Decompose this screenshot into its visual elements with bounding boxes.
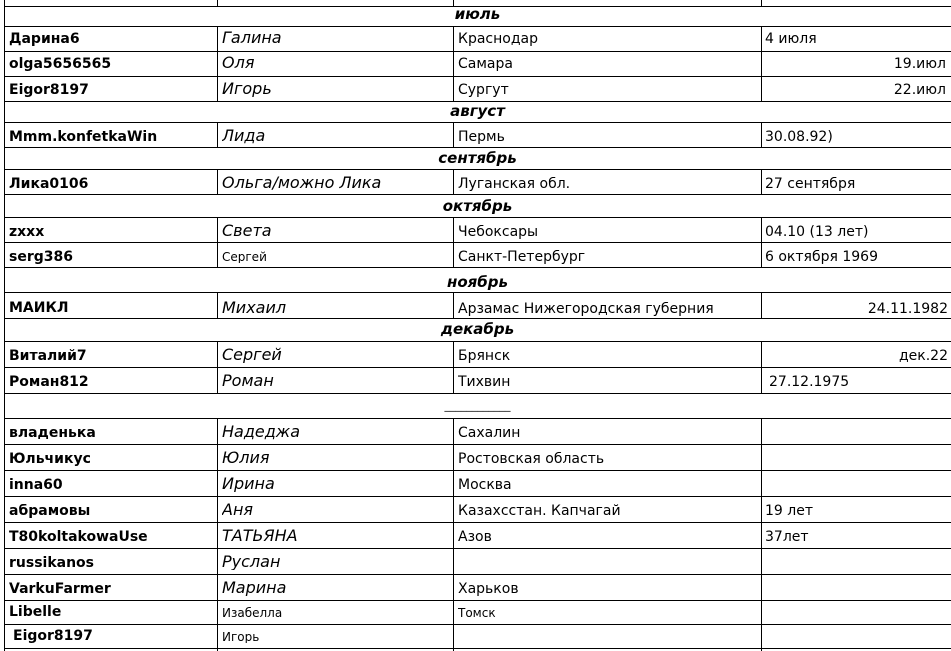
grid-line <box>217 27 218 102</box>
grid-line <box>761 27 762 102</box>
grid-line <box>453 218 454 268</box>
grid-line <box>4 600 951 601</box>
grid-line <box>4 147 951 148</box>
cell-name: Юлия <box>222 450 270 466</box>
cell-name: Роман <box>222 373 274 389</box>
cell-name: Изабелла <box>222 607 283 619</box>
grid-line <box>453 170 454 195</box>
grid-line <box>4 169 951 170</box>
cell-date: 27.12.1975 <box>769 375 850 389</box>
cell-city: Чебоксары <box>458 225 539 239</box>
cell-name: Света <box>222 223 272 239</box>
grid-line <box>4 217 951 218</box>
cell-name: Ольга/можно Лика <box>222 175 382 191</box>
cell-city: Брянск <box>458 349 511 363</box>
grid-line <box>4 194 951 195</box>
grid-line <box>4 367 951 368</box>
separator-line: ____________ <box>444 399 511 412</box>
grid-line <box>4 341 951 342</box>
grid-line <box>453 27 454 102</box>
cell-name: Ирина <box>222 476 275 492</box>
grid-line <box>217 293 218 319</box>
grid-line <box>761 419 762 651</box>
cell-name: Руслан <box>222 554 281 570</box>
cell-nickname: Роман812 <box>9 375 89 389</box>
cell-nickname: МАЙКЛ <box>9 301 69 315</box>
grid-line <box>4 470 951 471</box>
cell-name: ТАТЬЯНА <box>222 528 298 544</box>
cell-city: Азов <box>458 530 492 544</box>
grid-line <box>4 76 951 77</box>
cell-nickname: абрамовы <box>9 504 91 518</box>
cell-name: Сергей <box>222 251 267 263</box>
cell-nickname: VarkuFarmer <box>9 582 111 596</box>
cell-city: Харьков <box>458 582 519 596</box>
cell-date: 4 июля <box>765 32 817 46</box>
grid-line <box>4 444 951 445</box>
cell-city: Луганская обл. <box>458 177 571 191</box>
grid-line <box>4 242 951 243</box>
grid-line <box>761 293 762 319</box>
cell-city: Сургут <box>458 83 509 97</box>
cell-name: Лида <box>222 128 266 144</box>
grid-line <box>217 342 218 394</box>
cell-name: Аня <box>222 502 254 518</box>
cell-name: Игорь <box>222 81 272 97</box>
grid-line <box>217 170 218 195</box>
month-header-july: июль <box>454 5 501 23</box>
cell-city: Пермь <box>458 130 505 144</box>
cell-date: 37лет <box>765 530 809 544</box>
grid-line <box>761 123 762 148</box>
cell-name: Игорь <box>222 631 260 643</box>
cell-city: Москва <box>458 478 512 492</box>
cell-city: Санкт-Петербург <box>458 250 586 264</box>
cell-city: Казахсстан. Капчагай <box>458 504 621 518</box>
cell-city: Томск <box>458 607 496 619</box>
grid-line <box>761 218 762 268</box>
cell-nickname: Eigor8197 <box>9 83 89 97</box>
grid-line <box>4 26 951 27</box>
grid-line <box>4 393 951 394</box>
cell-nickname: Mmm.konfetkaWin <box>9 130 158 144</box>
cell-city: Самара <box>458 57 513 71</box>
cell-nickname: serg386 <box>9 250 73 264</box>
cell-nickname: T80koltakowaUse <box>9 530 148 544</box>
grid-line <box>4 418 951 419</box>
cell-date: 24.11.1982 <box>867 302 948 316</box>
cell-date: 27 сентября <box>765 177 856 191</box>
grid-line <box>4 51 951 52</box>
grid-line <box>453 293 454 319</box>
grid-line <box>4 318 951 319</box>
cell-name: Надеджа <box>222 424 301 440</box>
month-header-august: август <box>450 102 505 120</box>
cell-date: 30.08.92) <box>765 130 833 144</box>
cell-date: 22.июл <box>893 83 946 97</box>
grid-line <box>217 218 218 268</box>
cell-nickname: Дарина6 <box>9 32 80 46</box>
cell-city: Тихвин <box>458 375 511 389</box>
cell-city: Ростовская область <box>458 452 605 466</box>
grid-line <box>4 292 951 293</box>
month-header-december: декабрь <box>440 320 515 338</box>
cell-nickname: inna60 <box>9 478 63 492</box>
cell-name: Михаил <box>222 300 287 316</box>
cell-nickname: Libelle <box>9 605 62 619</box>
cell-nickname: olga5656565 <box>9 57 112 71</box>
cell-name: Марина <box>222 580 287 596</box>
grid-line <box>4 574 951 575</box>
grid-line <box>4 522 951 523</box>
cell-city: Арзамас Нижегородская губерния <box>458 302 714 316</box>
grid-line <box>4 624 951 625</box>
cell-nickname: zxxx <box>9 225 45 239</box>
cell-date: дек.22 <box>898 349 948 363</box>
cell-name: Сергей <box>222 347 282 363</box>
grid-line <box>4 267 951 268</box>
month-header-november: ноябрь <box>447 273 508 291</box>
grid-line <box>217 123 218 148</box>
month-header-september: сентябрь <box>438 149 517 167</box>
cell-date: 04.10 (13 лет) <box>765 225 869 239</box>
cell-date: 19.июл <box>893 57 946 71</box>
grid-line <box>453 123 454 148</box>
cell-city: Краснодар <box>458 32 538 46</box>
grid-line <box>4 496 951 497</box>
cell-name: Оля <box>222 55 255 71</box>
grid-line <box>4 548 951 549</box>
grid-line <box>4 122 951 123</box>
cell-nickname: Лика0106 <box>9 177 89 191</box>
cell-nickname: russikanos <box>9 556 95 570</box>
cell-nickname: Eigor8197 <box>13 629 93 643</box>
cell-nickname: Юльчикус <box>9 452 91 466</box>
grid-line <box>4 648 951 649</box>
grid-line <box>761 170 762 195</box>
cell-date: 19 лет <box>765 504 813 518</box>
cell-nickname: Виталий7 <box>9 349 87 363</box>
grid-line <box>453 419 454 651</box>
cell-nickname: владенька <box>9 426 96 440</box>
cell-date: 6 октября 1969 <box>765 250 878 264</box>
cell-city: Сахалин <box>458 426 521 440</box>
grid-line <box>217 419 218 651</box>
grid-line <box>761 342 762 394</box>
month-header-october: октябрь <box>442 197 513 215</box>
grid-line <box>453 342 454 394</box>
cell-name: Галина <box>222 30 282 46</box>
